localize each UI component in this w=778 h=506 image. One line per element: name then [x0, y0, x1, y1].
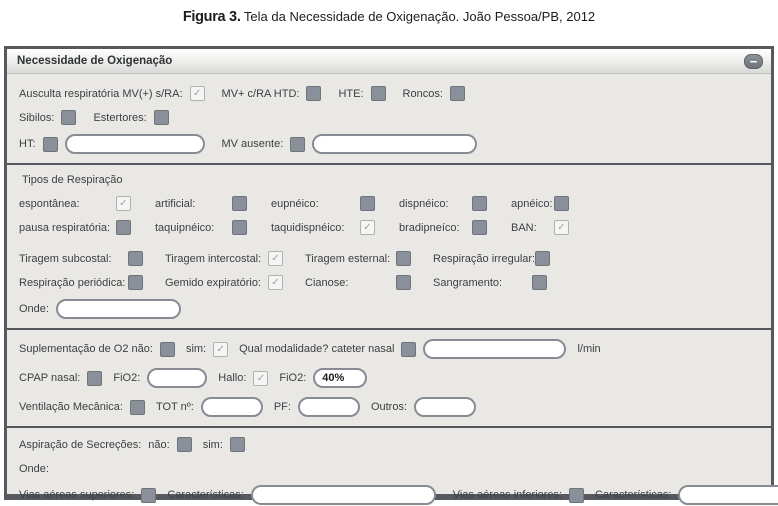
label-hte: HTE:: [338, 87, 364, 100]
tipos-section-title: Tipos de Respiração: [22, 174, 123, 186]
label-vias-superiores: Vias aéreas superiores:: [19, 489, 135, 501]
pf-input[interactable]: [298, 397, 360, 417]
checkbox-taquipneico[interactable]: [232, 220, 247, 235]
label-tiragem-intercostal: Tiragem intercostal:: [165, 252, 262, 265]
checkbox-suplementacao-nao[interactable]: [160, 342, 175, 357]
section-divider: [7, 328, 771, 330]
checkbox-tiragem-esternal[interactable]: [396, 251, 411, 266]
label-cpap-nasal: CPAP nasal:: [19, 372, 81, 384]
label-pf: PF:: [273, 401, 291, 413]
label-sangramento: Sangramento:: [433, 276, 503, 289]
label-gemido-expiratorio: Gemido expiratório:: [165, 276, 261, 289]
label-tot: TOT nº:: [155, 401, 194, 413]
label-aspiracao-titulo: Aspiração de Secreções:: [19, 438, 142, 451]
label-ventilacao-mecanica: Ventilação Mecânica:: [19, 401, 123, 413]
figure-caption: [0, 0, 778, 25]
checkbox-ventilacao-mecanica[interactable]: [130, 400, 145, 415]
label-taquidispneico: taquidispnéico:: [271, 221, 345, 234]
checkbox-suplementacao-sim[interactable]: ✓: [213, 342, 228, 357]
label-aspiracao-sim: sim:: [202, 438, 223, 451]
panel-title: Necessidade de Oxigenação: [17, 55, 173, 67]
checkbox-mv-cra-htd[interactable]: [306, 86, 321, 101]
label-tiragem-subcostal: Tiragem subcostal:: [19, 252, 112, 265]
label-lmin-unit: l/min: [577, 343, 601, 355]
checkbox-ban[interactable]: ✓: [554, 220, 569, 235]
section-divider: [7, 163, 771, 165]
tipos-onde-row: [19, 299, 759, 319]
label-eupneico: eupnéico:: [271, 197, 319, 210]
ausculta-row-2: [19, 110, 759, 125]
label-respiracao-irregular: Respiração irregular:: [433, 252, 536, 265]
label-taquipneico: taquipnéico:: [155, 221, 215, 234]
label-mv-cra-htd: MV+ c/RA HTD:: [221, 87, 300, 100]
checkbox-mv-ausente[interactable]: [290, 137, 305, 152]
label-ht: HT:: [19, 138, 36, 150]
caracteristicas-sup-input[interactable]: [251, 485, 436, 505]
label-caracteristicas-inf: Características:: [595, 489, 672, 501]
label-estertores: Estertores:: [93, 111, 147, 124]
label-roncos: Roncos:: [402, 87, 443, 100]
checkbox-bradipneico[interactable]: [472, 220, 487, 235]
checkbox-respiracao-irregular[interactable]: [535, 251, 550, 266]
label-modalidade: Qual modalidade? cateter nasal: [239, 343, 395, 355]
checkbox-hallo[interactable]: ✓: [253, 371, 268, 386]
ausculta-row-3: [19, 134, 759, 154]
checkbox-artificial[interactable]: [232, 196, 247, 211]
checkbox-ht[interactable]: [43, 137, 58, 152]
aspiracao-row-3: [19, 485, 759, 505]
checkbox-sibilos[interactable]: [61, 110, 76, 125]
checkbox-aspiracao-nao[interactable]: [177, 437, 192, 452]
aspiracao-onde-row: [19, 461, 759, 476]
checkbox-gemido-expiratorio[interactable]: ✓: [268, 275, 283, 290]
checkbox-vias-inferiores[interactable]: [569, 488, 584, 503]
label-suplementacao-nao: Suplementação de O2 não:: [19, 343, 153, 355]
checkbox-respiracao-periodica[interactable]: [128, 275, 143, 290]
checkbox-sangramento[interactable]: [532, 275, 547, 290]
fio2-cpap-input[interactable]: [147, 368, 207, 388]
checkbox-aspiracao-sim[interactable]: [230, 437, 245, 452]
label-sibilos: Sibilos:: [19, 111, 55, 124]
checkbox-roncos[interactable]: [450, 86, 465, 101]
checkbox-pausa-respiratoria[interactable]: [116, 220, 131, 235]
label-onde: Onde:: [19, 303, 49, 315]
panel-header: [7, 49, 771, 74]
label-mv-sra: Ausculta respiratória MV(+) s/RA:: [19, 87, 183, 100]
checkbox-mv-sra[interactable]: ✓: [190, 86, 205, 101]
section-divider: [7, 426, 771, 428]
label-aspiracao-nao: não:: [148, 438, 170, 451]
label-suplementacao-sim: sim:: [185, 343, 207, 355]
label-cianose: Cianose:: [305, 276, 349, 289]
tipos-row-2: [19, 220, 759, 235]
tipos-row-1: [19, 196, 759, 211]
mv-ausente-input[interactable]: [312, 134, 477, 154]
panel-body: [7, 74, 771, 505]
checkbox-cianose[interactable]: [396, 275, 411, 290]
label-apneico: apnéico:: [511, 197, 553, 210]
label-outros: Outros:: [370, 401, 408, 413]
checkbox-dispneico[interactable]: [472, 196, 487, 211]
minus-icon: −: [749, 53, 758, 69]
checkbox-tiragem-intercostal[interactable]: ✓: [268, 251, 283, 266]
oxygenation-panel: [4, 46, 774, 500]
suplementacao-row-3: [19, 397, 759, 417]
figure-caption-label: Figura 3.: [182, 9, 241, 25]
figure-caption-text: Tela da Necessidade de Oxigenação. João Pessoa/PB, 2012: [240, 9, 596, 24]
label-bradipneico: bradipneíco:: [399, 221, 460, 234]
fio2-hallo-input[interactable]: [313, 368, 367, 388]
label-pausa-respiratoria: pausa respiratória:: [19, 221, 111, 234]
checkbox-cpap-nasal[interactable]: [87, 371, 102, 386]
suplementacao-row-2: [19, 368, 759, 388]
label-hallo: Hallo:: [218, 372, 247, 384]
label-mv-ausente: MV ausente:: [221, 138, 284, 150]
label-respiracao-periodica: Respiração periódica:: [19, 276, 126, 289]
ht-input[interactable]: [65, 134, 205, 154]
ausculta-row-1: [19, 86, 759, 101]
label-fio2-cpap: FiO2:: [113, 372, 141, 384]
tipos-row-4: [19, 275, 759, 290]
label-espontanea: espontânea:: [19, 197, 80, 210]
checkbox-eupneico[interactable]: [360, 196, 375, 211]
checkbox-espontanea[interactable]: ✓: [116, 196, 131, 211]
checkbox-apneico[interactable]: [554, 196, 569, 211]
label-fio2-hallo: FiO2:: [279, 372, 307, 384]
checkbox-modalidade[interactable]: [401, 342, 416, 357]
checkbox-tiragem-subcostal[interactable]: [128, 251, 143, 266]
checkbox-taquidispneico[interactable]: ✓: [360, 220, 375, 235]
label-ban: BAN:: [511, 221, 537, 234]
tot-input[interactable]: [201, 397, 263, 417]
label-dispneico: dispnéico:: [399, 197, 449, 210]
tipos-row-3: [19, 251, 759, 266]
modalidade-input[interactable]: [423, 339, 566, 359]
label-caracteristicas-sup: Características:: [167, 489, 244, 501]
caracteristicas-inf-input[interactable]: [678, 485, 778, 505]
collapse-button[interactable]: [744, 54, 763, 69]
label-artificial: artificial:: [155, 197, 196, 210]
onde-input[interactable]: [56, 299, 181, 319]
label-aspiracao-onde: Onde:: [19, 462, 49, 475]
checkbox-vias-superiores[interactable]: [141, 488, 156, 503]
checkbox-hte[interactable]: [371, 86, 386, 101]
aspiracao-row-1: [19, 437, 759, 452]
outros-input[interactable]: [414, 397, 476, 417]
suplementacao-row-1: [19, 339, 759, 359]
label-vias-inferiores: Vias aéreas inferiores:: [452, 489, 563, 501]
label-tiragem-esternal: Tiragem esternal:: [305, 252, 391, 265]
checkbox-estertores[interactable]: [154, 110, 169, 125]
